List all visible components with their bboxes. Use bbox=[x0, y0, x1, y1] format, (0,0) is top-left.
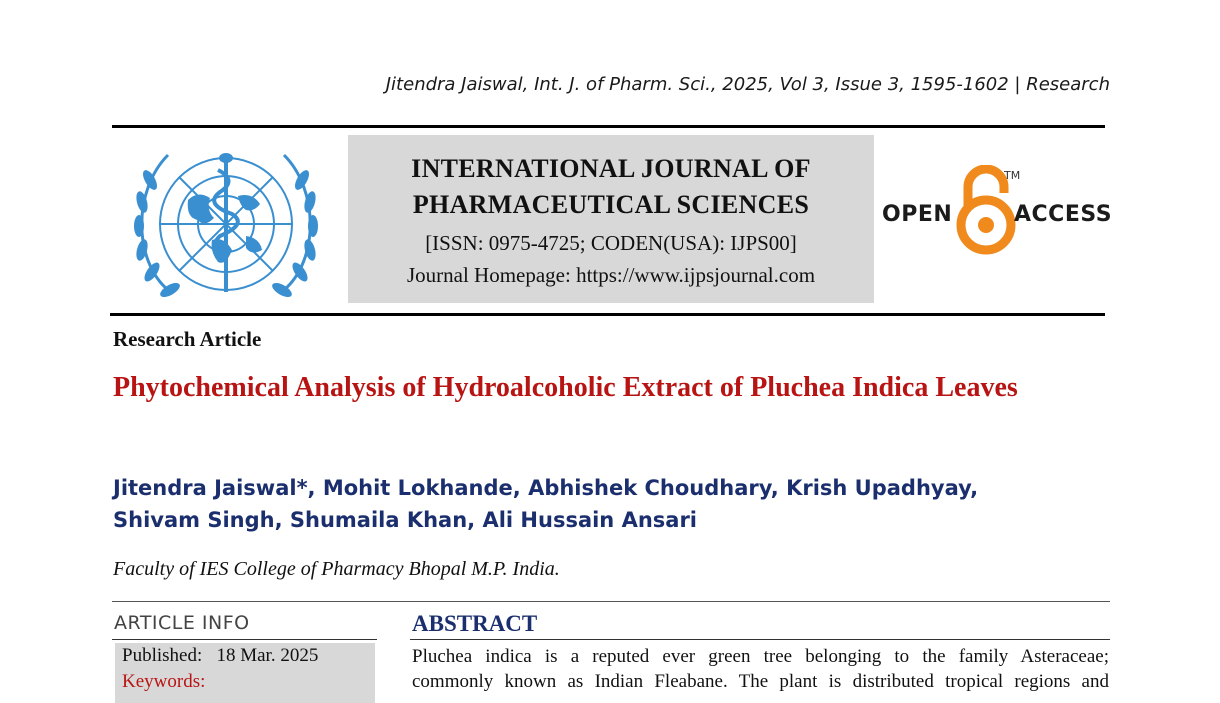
published-label: Published: bbox=[122, 645, 203, 666]
abstract-line1: Pluchea indica is a reputed ever green tree belonging to the family Asteraceae; bbox=[412, 646, 1109, 667]
article-type: Research Article bbox=[113, 327, 262, 351]
abstract-heading: ABSTRACT bbox=[412, 611, 538, 636]
keywords-label: Keywords: bbox=[122, 671, 206, 692]
author-list bbox=[113, 472, 1103, 536]
article-title: Phytochemical Analysis of Hydroalcoholic Extract of Pluchea Indica Leaves bbox=[113, 372, 1018, 403]
open-label: OPEN bbox=[882, 202, 953, 227]
authors-line1: Jitendra Jaiswal*, Mohit Lokhande, Abhishek Choudhary, Krish Upadhyay, bbox=[113, 476, 979, 500]
journal-name-line2: PHARMACEUTICAL SCIENCES bbox=[412, 190, 810, 219]
citation-header: Jitendra Jaiswal, Int. J. of Pharm. Sci., 2025, Vol 3, Issue 3, 1595-1602 | Research bbox=[385, 74, 1110, 95]
published-date: 18 Mar. 2025 bbox=[216, 645, 319, 666]
access-label: ACCESS bbox=[1014, 202, 1113, 227]
open-access-logo bbox=[880, 165, 1113, 255]
abstract-rule bbox=[410, 639, 1110, 640]
abstract-line2: commonly known as Indian Fleabane. The plant is distributed tropical regions and bbox=[412, 671, 1109, 692]
section-divider bbox=[112, 601, 1110, 602]
journal-title-box bbox=[348, 135, 874, 303]
article-info-heading: ARTICLE INFO bbox=[114, 612, 250, 634]
trademark-mark: TM bbox=[1004, 169, 1021, 182]
affiliation: Faculty of IES College of Pharmacy Bhopal M.P. India. bbox=[113, 558, 560, 580]
header-top-rule bbox=[112, 125, 1105, 128]
published-row bbox=[122, 645, 318, 667]
authors-line2: Shivam Singh, Shumaila Khan, Ali Hussain Ansari bbox=[113, 508, 698, 532]
journal-name-line1: INTERNATIONAL JOURNAL OF bbox=[411, 154, 811, 183]
un-emblem-logo bbox=[128, 140, 324, 306]
article-info-rule bbox=[112, 639, 377, 640]
journal-homepage: Journal Homepage: https://www.ijpsjournal.com bbox=[406, 263, 816, 287]
journal-issn: [ISSN: 0975-4725; CODEN(USA): IJPS00] bbox=[425, 231, 797, 255]
abstract-text bbox=[412, 644, 1109, 694]
header-bottom-rule bbox=[110, 313, 1105, 316]
